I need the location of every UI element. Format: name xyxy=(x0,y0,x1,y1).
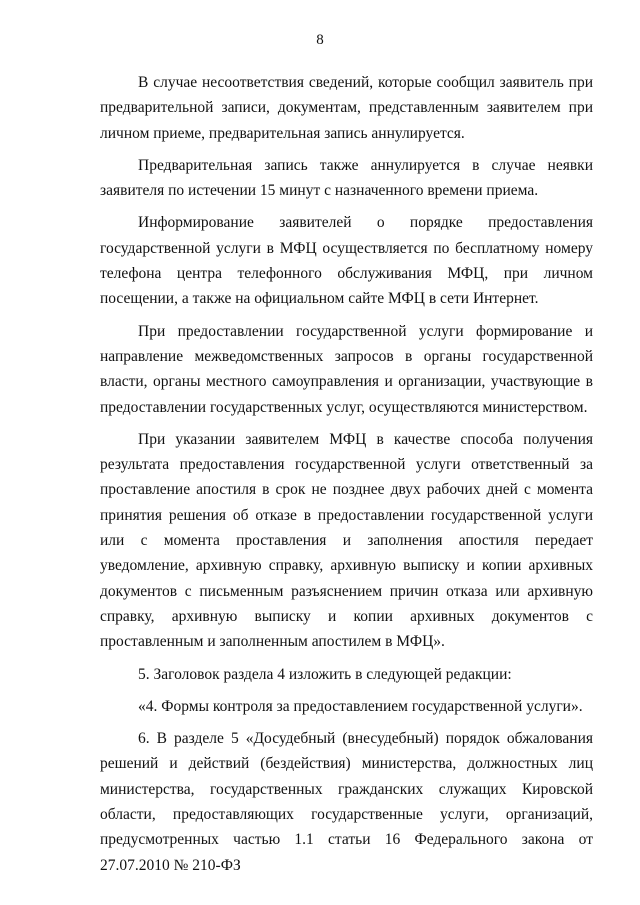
paragraph-apostille-result: При указании заявителем МФЦ в качестве способа получения результата предоставления государственной услуги ответственный за проставление апостиля в срок не позднее двух рабочих дней с момента принятия решения об отказе в предоставлении государственной услуги или с момента проставления и заполнения апостиля передает уведомление, архивную справку, архивную выписку и копии архивных документов с письменным разъяснением причин отказа или архивную справку, архивную выписку и копии архивных документов с проставленным и заполненным апостилем в МФЦ». xyxy=(100,430,593,651)
paragraph-informing-applicants: Информирование заявителей о порядке предоставления государственной услуги в МФЦ осуществляется по бесплатному номеру телефона центра телефонного обслуживания МФЦ, при личном посещении, а также на официальном сайте МФЦ в сети Интернет. xyxy=(100,214,593,308)
document-body xyxy=(100,70,593,885)
paragraph-no-show-cancel: Предварительная запись также аннулируется в случае неявки заявителя по истечении 15 минут с назначенного времени приема. xyxy=(100,156,593,200)
paragraph-section-5-change: 6. В разделе 5 «Досудебный (внесудебный) порядок обжалования решений и действий (бездействия) министерства, должностных лиц министерства, государственных гражданских служащих Кировской области, предоставляющих государственные услуги, организаций, предусмотренных частью 1.1 статьи 16 Федерального закона от 27.07.2010 № 210-ФЗ xyxy=(100,730,593,874)
paragraph-interagency-requests: При предоставлении государственной услуги формирование и направление межведомственных запросов в органы государственной власти, органы местного самоуправления и организации, участвующие в предоставлении государственных услуг, осуществляются министерством. xyxy=(100,322,593,416)
paragraph-section-4-new-title: «4. Формы контроля за предоставлением государственной услуги». xyxy=(138,697,583,715)
paragraph-section-4-heading-change: 5. Заголовок раздела 4 изложить в следующей редакции: xyxy=(138,665,512,683)
page-number: 8 xyxy=(316,32,324,48)
paragraph-preliminary-record-cancel: В случае несоответствия сведений, которые сообщил заявитель при предварительной записи, документам, представленным заявителем при личном приеме, предварительная запись аннулируется. xyxy=(100,74,593,142)
